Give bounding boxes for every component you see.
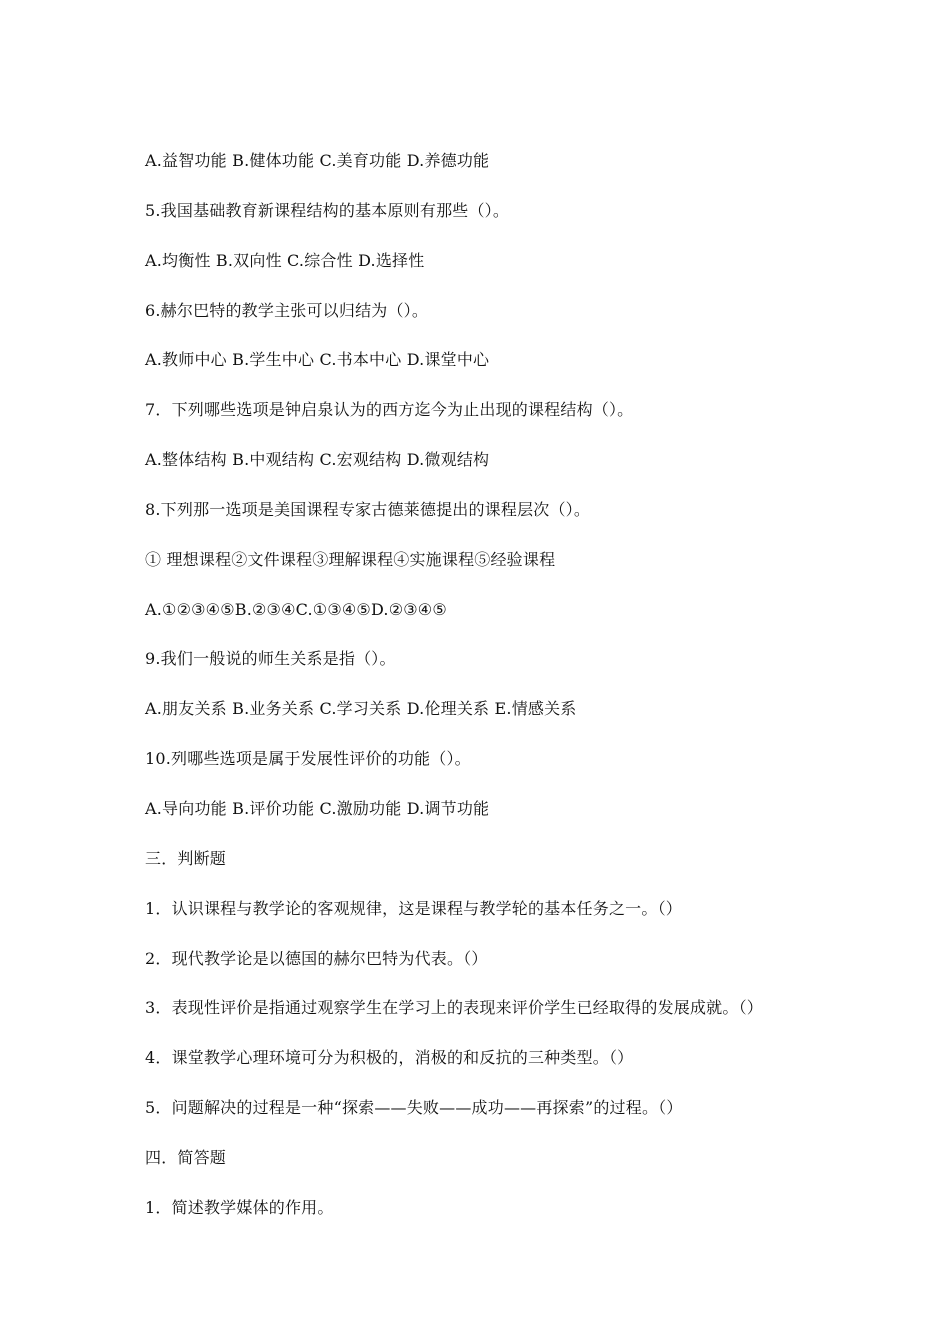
q10-question: 10.列哪些选项是属于发展性评价的功能（）。	[145, 749, 471, 769]
q9-options: A.朋友关系 B.业务关系 C.学习关系 D.伦理关系 E.情感关系	[145, 699, 577, 719]
q7-options: A.整体结构 B.中观结构 C.宏观结构 D.微观结构	[145, 450, 490, 470]
q6-question: 6.赫尔巴特的教学主张可以归结为（）。	[145, 300, 429, 320]
q10-options: A.导向功能 B.评价功能 C.激励功能 D.调节功能	[145, 798, 490, 818]
judgment-item-4: 4．课堂教学心理环境可分为积极的，消极的和反抗的三种类型。（）	[145, 1048, 634, 1068]
q5-question: 5.我国基础教育新课程结构的基本原则有那些（）。	[145, 200, 510, 220]
document-body	[145, 146, 905, 1243]
judgment-item-3: 3．表现性评价是指通过观察学生在学习上的表现来评价学生已经取得的发展成就。（）	[145, 998, 763, 1018]
short-answer-item-1: 1．简述教学媒体的作用。	[145, 1197, 334, 1217]
section-heading-judgment: 三．判断题	[145, 848, 227, 868]
judgment-item-5: 5．问题解决的过程是一种“探索——失败——成功——再探索”的过程。（）	[145, 1098, 683, 1118]
q8-options: A.①②③④⑤B.②③④C.①③④⑤D.②③④⑤	[145, 599, 447, 619]
section-heading-short-answer: 四．简答题	[145, 1147, 227, 1167]
judgment-item-1: 1．认识课程与教学论的客观规律，这是课程与教学轮的基本任务之一。（）	[145, 898, 682, 918]
q7-question: 7．下列哪些选项是钟启泉认为的西方迄今为止出现的课程结构（）。	[145, 400, 634, 420]
q4-options: A.益智功能 B.健体功能 C.美育功能 D.养德功能	[145, 151, 490, 170]
q9-question: 9.我们一般说的师生关系是指（）。	[145, 649, 396, 669]
q5-options: A.均衡性 B.双向性 C.综合性 D.选择性	[145, 250, 425, 270]
q6-options: A.教师中心 B.学生中心 C.书本中心 D.课堂中心	[145, 350, 490, 370]
q8-items: ① 理想课程②文件课程③理解课程④实施课程⑤经验课程	[145, 549, 556, 569]
q8-question: 8.下列那一选项是美国课程专家古德莱德提出的课程层次（）。	[145, 499, 591, 519]
judgment-item-2: 2．现代教学论是以德国的赫尔巴特为代表。（）	[145, 948, 488, 968]
